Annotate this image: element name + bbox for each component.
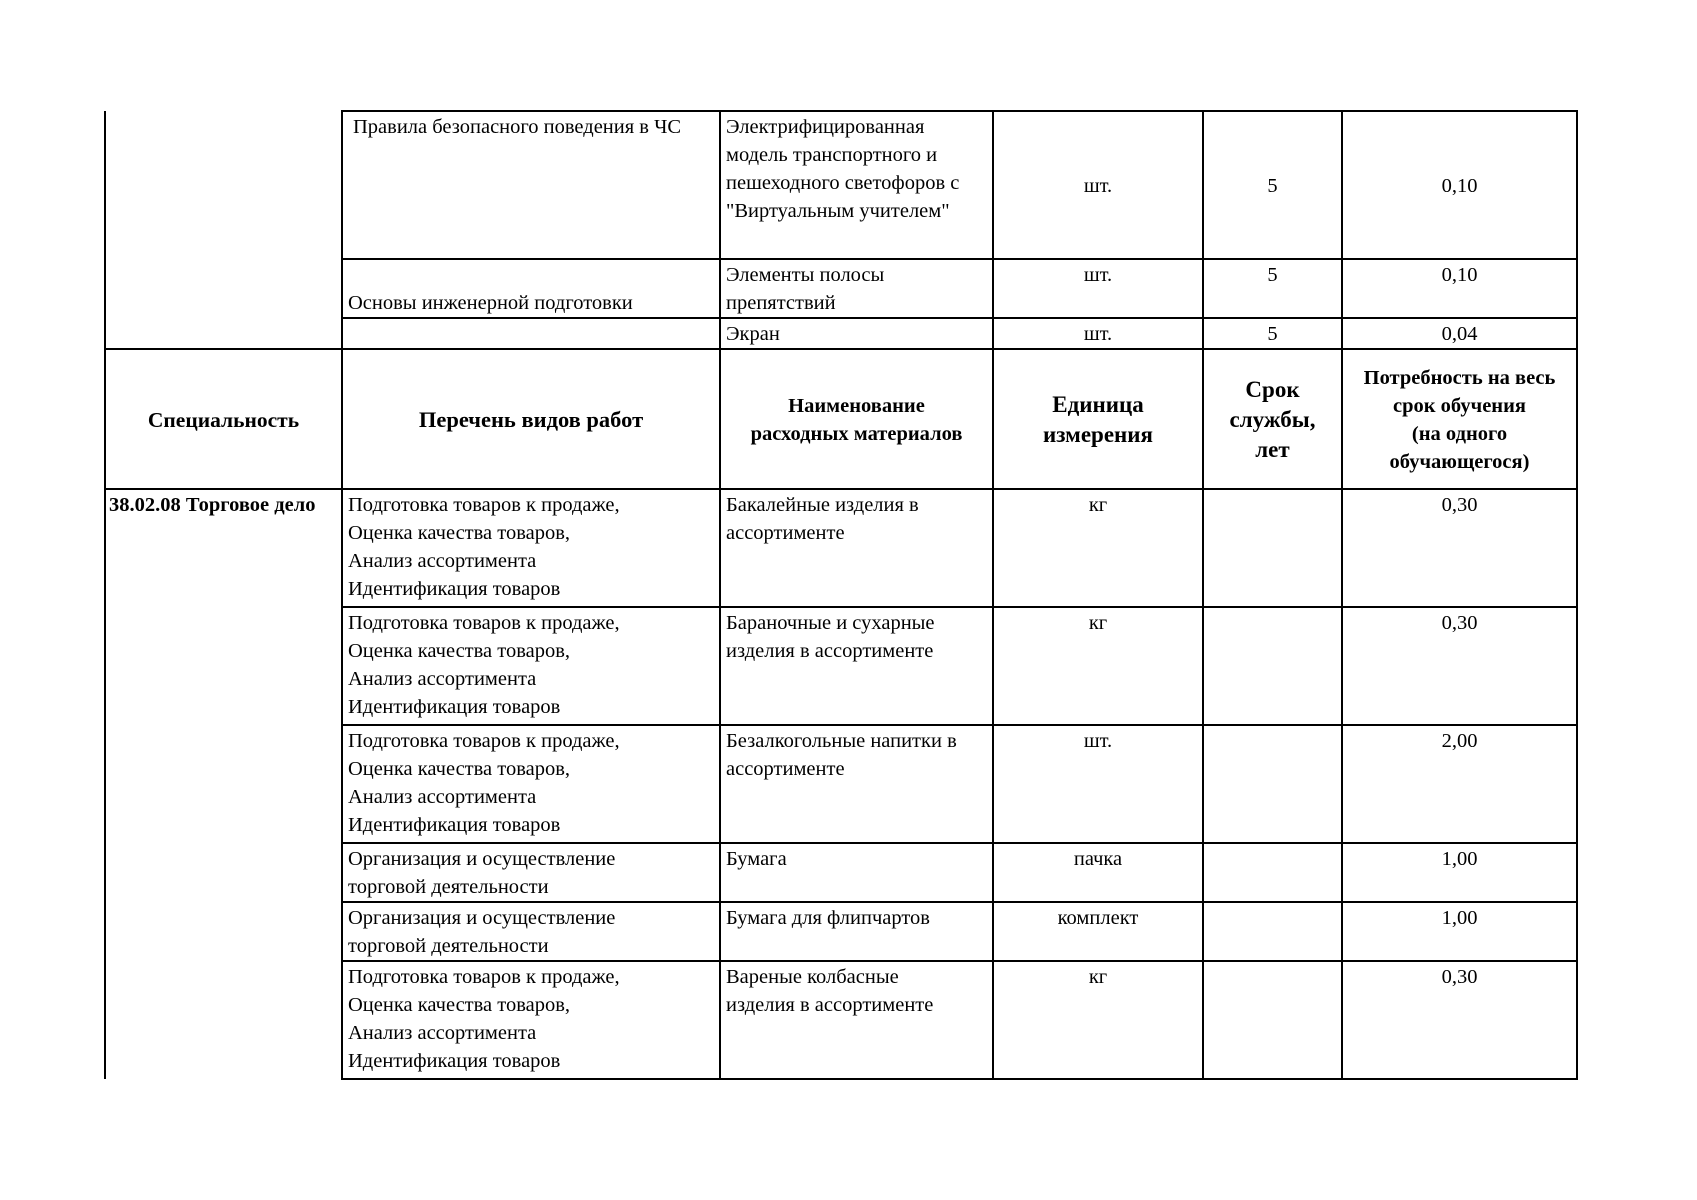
material-cell: Элементы полосы препятствий — [720, 259, 993, 318]
material-cell: Электрифицированная модель транспортного и пешеходного светофоров с "Виртуальным учителем" — [720, 111, 993, 259]
material-cell: Бакалейные изделия в ассортименте — [720, 489, 993, 607]
years-cell — [1203, 489, 1342, 607]
need-cell: 1,00 — [1342, 902, 1577, 961]
unit-cell: шт. — [993, 259, 1203, 318]
work-cell: Подготовка товаров к продаже, Оценка качества товаров, Анализ ассортимента Идентификация товаров — [342, 489, 720, 607]
material-cell: Бумага — [720, 843, 993, 902]
work-cell: Подготовка товаров к продаже, Оценка качества товаров, Анализ ассортимента Идентификация товаров — [342, 725, 720, 843]
need-cell: 0,10 — [1342, 111, 1577, 259]
unit-cell: шт. — [993, 725, 1203, 843]
work-cell: Организация и осуществление торговой деятельности — [342, 902, 720, 961]
unit-cell: кг — [993, 607, 1203, 725]
header-works: Перечень видов работ — [342, 349, 720, 489]
need-cell: 0,10 — [1342, 259, 1577, 318]
unit-cell: комплект — [993, 902, 1203, 961]
header-unit: Единица измерения — [993, 349, 1203, 489]
years-cell — [1203, 902, 1342, 961]
material-cell: Бумага для флипчартов — [720, 902, 993, 961]
work-cell: Организация и осуществление торговой деятельности — [342, 843, 720, 902]
table-row — [105, 489, 1577, 607]
specialty-name: 38.02.08 Торговое дело — [105, 489, 342, 1079]
unit-cell: пачка — [993, 843, 1203, 902]
materials-table — [104, 110, 1578, 1080]
material-cell: Вареные колбасные изделия в ассортименте — [720, 961, 993, 1079]
work-cell — [342, 318, 720, 349]
material-cell: Экран — [720, 318, 993, 349]
years-cell — [1203, 843, 1342, 902]
need-cell: 2,00 — [1342, 725, 1577, 843]
work-cell: Подготовка товаров к продаже, Оценка качества товаров, Анализ ассортимента Идентификация товаров — [342, 607, 720, 725]
header-specialty: Специальность — [105, 349, 342, 489]
need-cell: 0,04 — [1342, 318, 1577, 349]
work-cell: Подготовка товаров к продаже, Оценка качества товаров, Анализ ассортимента Идентификация товаров — [342, 961, 720, 1079]
unit-cell: шт. — [993, 111, 1203, 259]
header-need: Потребность на весь срок обучения (на одного обучающегося) — [1342, 349, 1577, 489]
work-cell: Основы инженерной подготовки — [342, 259, 720, 318]
years-cell — [1203, 961, 1342, 1079]
need-cell: 1,00 — [1342, 843, 1577, 902]
years-cell: 5 — [1203, 111, 1342, 259]
years-cell — [1203, 725, 1342, 843]
need-cell: 0,30 — [1342, 489, 1577, 607]
work-cell: Правила безопасного поведения в ЧС — [342, 111, 720, 259]
material-cell: Безалкогольные напитки в ассортименте — [720, 725, 993, 843]
table-header-row — [105, 349, 1577, 489]
need-cell: 0,30 — [1342, 607, 1577, 725]
unit-cell: шт. — [993, 318, 1203, 349]
years-cell: 5 — [1203, 318, 1342, 349]
unit-cell: кг — [993, 961, 1203, 1079]
material-cell: Бараночные и сухарные изделия в ассортименте — [720, 607, 993, 725]
unit-cell: кг — [993, 489, 1203, 607]
empty-specialty-cell — [105, 111, 342, 349]
header-materials: Наименование расходных материалов — [720, 349, 993, 489]
header-years: Срок службы, лет — [1203, 349, 1342, 489]
years-cell — [1203, 607, 1342, 725]
need-cell: 0,30 — [1342, 961, 1577, 1079]
years-cell: 5 — [1203, 259, 1342, 318]
table-row — [105, 111, 1577, 259]
